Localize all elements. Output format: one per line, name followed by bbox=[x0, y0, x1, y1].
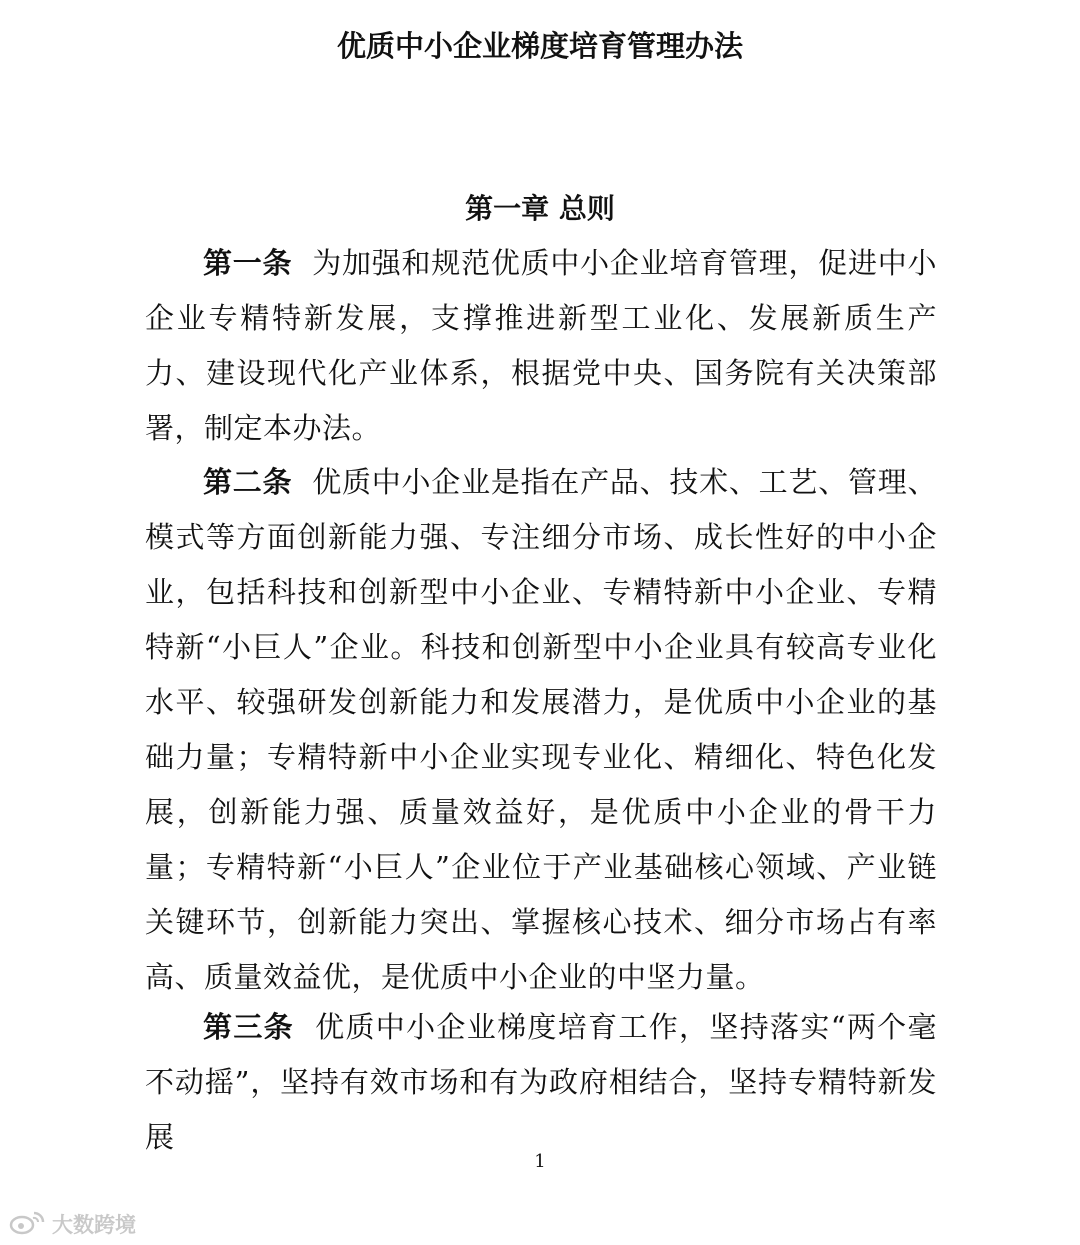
article-3-label: 第三条 bbox=[203, 1010, 294, 1044]
article-1-text: 为加强和规范优质中小企业培育管理，促进中小企业专精特新发展，支撑推进新型工业化、发展新质生产力、建设现代化产业体系，根据党中央、国务院有关决策部署，制定本办法。 bbox=[145, 246, 937, 445]
article-3-text: 优质中小企业梯度培育工作，坚持落实“两个毫不动摇”，坚持有效市场和有为政府相结合，坚持专精特新发展 bbox=[145, 1010, 938, 1154]
article-2-label: 第二条 bbox=[203, 465, 293, 499]
watermark bbox=[8, 1208, 136, 1240]
article-1-label: 第一条 bbox=[203, 246, 293, 280]
page-number: 1 bbox=[534, 1151, 546, 1172]
chapter-heading: 第一章 总则 bbox=[465, 192, 615, 225]
weibo-logo-icon bbox=[8, 1208, 52, 1241]
watermark-text: 大数跨境 bbox=[52, 1213, 136, 1237]
article-2 bbox=[145, 455, 937, 1005]
article-2-text: 优质中小企业是指在产品、技术、工艺、管理、模式等方面创新能力强、专注细分市场、成长性好的中小企业，包括科技和创新型中小企业、专精特新中小企业、专精特新“小巨人”企业。科技和创新型中小企业具有较高专业化水平、较强研发创新能力和发展潜力，是优质中小企业的基础力量；专精特新中小企业实现专业化、精细化、特色化发展，创新能力强、质量效益好，是优质中小企业的骨干力量；专精特新“小巨人”企业位于产业基础核心领域、产业链关键环节，创新能力突出、掌握核心技术、细分市场占有率高、质量效益优，是优质中小企业的中坚力量。 bbox=[145, 465, 937, 994]
document-title: 优质中小企业梯度培育管理办法 bbox=[336, 29, 743, 63]
article-1 bbox=[145, 236, 937, 456]
article-3 bbox=[145, 1000, 937, 1165]
